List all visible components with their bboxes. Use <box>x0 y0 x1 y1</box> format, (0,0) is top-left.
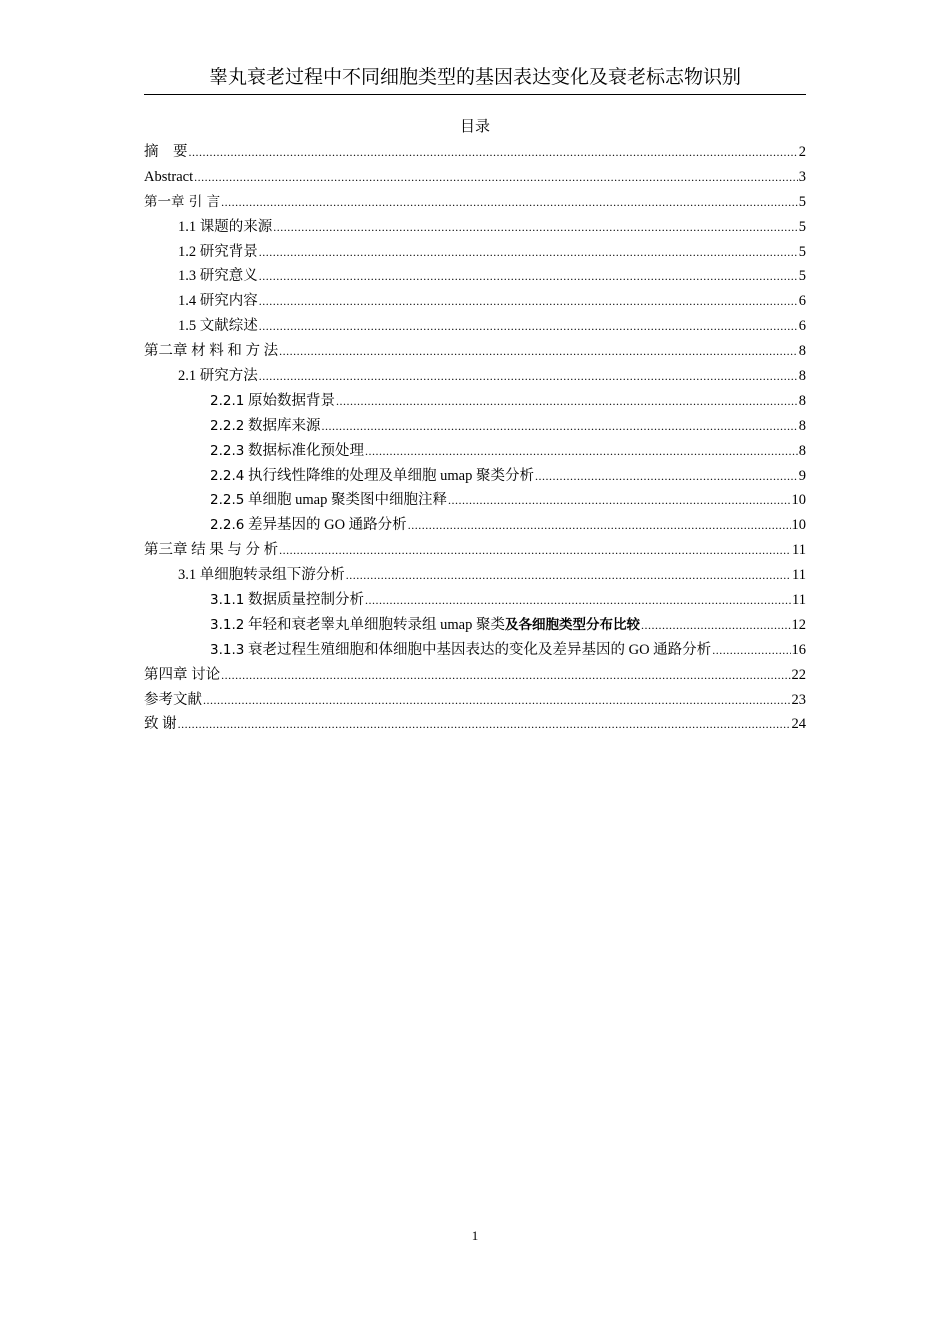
toc-entry-3-1-3[interactable] <box>144 638 806 663</box>
toc-page-number: 6 <box>798 318 806 335</box>
toc-entry-2-2-3[interactable] <box>144 439 806 464</box>
toc-entry-2-1[interactable] <box>144 364 806 389</box>
page-number: 1 <box>471 1228 479 1243</box>
toc-entry-text: 第四章 讨论 <box>144 666 221 683</box>
toc-entry-1-5[interactable] <box>144 314 806 339</box>
toc-leader-dots <box>194 165 798 190</box>
toc-entry-text: 1.3 研究意义 <box>178 268 258 285</box>
toc-entry-references[interactable] <box>144 688 806 713</box>
toc-entry-number: 3.1.2 <box>210 616 245 633</box>
toc-entry-abstract-cn[interactable] <box>144 140 806 165</box>
toc-leader-dots <box>259 264 798 289</box>
toc-entry-text: Abstract <box>144 168 194 185</box>
toc-entry-text <box>210 588 364 613</box>
toc-entry-3-1-2[interactable] <box>144 613 806 638</box>
toc-leader-dots <box>203 688 791 713</box>
toc-leader-dots <box>178 712 791 737</box>
toc-page-number: 16 <box>791 641 806 658</box>
toc-entry-chapter-2[interactable] <box>144 339 806 364</box>
toc-leader-dots <box>279 538 791 563</box>
toc-page-number: 8 <box>798 417 806 434</box>
toc-page-number: 11 <box>792 592 806 609</box>
toc-leader-dots <box>365 439 798 464</box>
toc-page-number: 8 <box>798 368 806 385</box>
table-of-contents <box>144 140 806 737</box>
toc-entry-label: 原始数据背景 <box>244 392 335 409</box>
toc-page-number: 8 <box>798 442 806 459</box>
toc-entry-label: 衰老过程生殖细胞和体细胞中基因表达的变化及差异基因的 GO 通路分析 <box>244 641 712 658</box>
toc-entry-label: 数据库来源 <box>244 417 321 434</box>
toc-entry-label: 执行线性降维的处理及单细胞 umap 聚类分析 <box>244 467 534 484</box>
toc-entry-number: 3.1.3 <box>210 641 245 658</box>
toc-leader-dots <box>448 488 791 513</box>
toc-leader-dots <box>336 389 798 414</box>
toc-entry-text <box>210 414 320 439</box>
toc-leader-dots <box>259 240 798 265</box>
toc-entry-text: 1.2 研究背景 <box>178 243 258 260</box>
toc-page-number: 10 <box>791 492 806 509</box>
toc-entry-text: 摘 要 <box>144 144 188 160</box>
toc-entry-text <box>210 389 335 414</box>
toc-entry-text: 第二章 材 料 和 方 法 <box>144 343 279 360</box>
toc-leader-dots <box>189 140 798 165</box>
toc-entry-label: 数据标准化预处理 <box>244 442 364 459</box>
toc-entry-1-3[interactable] <box>144 264 806 289</box>
toc-page-number: 24 <box>791 716 806 733</box>
toc-leader-dots <box>273 215 798 240</box>
toc-page-number: 22 <box>791 666 806 683</box>
toc-page-number: 23 <box>791 691 806 708</box>
toc-entry-abstract-en[interactable] <box>144 165 806 190</box>
toc-entry-1-2[interactable] <box>144 240 806 265</box>
toc-entry-label: 数据质量控制分析 <box>244 592 364 609</box>
toc-page-number: 10 <box>791 517 806 534</box>
toc-leader-dots <box>408 513 791 538</box>
toc-entry-number: 2.2.1 <box>210 392 245 409</box>
toc-entry-1-1[interactable] <box>144 215 806 240</box>
toc-leader-dots <box>259 289 798 314</box>
toc-entry-number: 2.2.5 <box>210 492 245 509</box>
toc-entry-label: 单细胞 umap 聚类图中细胞注释 <box>244 492 447 509</box>
toc-entry-text: 1.4 研究内容 <box>178 293 258 310</box>
toc-entry-number: 2.2.2 <box>210 417 245 434</box>
toc-entry-text <box>210 439 364 464</box>
toc-entry-text: 2.1 研究方法 <box>178 368 258 385</box>
toc-entry-2-2-2[interactable] <box>144 414 806 439</box>
toc-leader-dots <box>641 613 791 638</box>
toc-entry-number: 2.2.6 <box>210 517 245 534</box>
toc-page-number: 9 <box>798 467 806 484</box>
toc-entry-3-1-1[interactable] <box>144 588 806 613</box>
toc-leader-dots <box>259 364 798 389</box>
toc-entry-2-2-1[interactable] <box>144 389 806 414</box>
toc-entry-acknowledgements[interactable] <box>144 712 806 737</box>
toc-leader-dots <box>279 339 798 364</box>
toc-entry-text: 参考文献 <box>144 691 202 708</box>
running-header: 睾丸衰老过程中不同细胞类型的基因表达变化及衰老标志物识别 <box>208 67 741 88</box>
toc-entry-2-2-4[interactable] <box>144 464 806 489</box>
toc-entry-text: 1.5 文献综述 <box>178 318 258 335</box>
toc-entry-number: 2.2.3 <box>210 442 245 459</box>
toc-entry-text: 3.1 单细胞转录组下游分析 <box>178 567 345 584</box>
toc-page-number: 3 <box>798 168 806 185</box>
toc-entry-text <box>210 464 534 489</box>
toc-leader-dots <box>221 663 790 688</box>
toc-leader-dots <box>712 638 790 663</box>
toc-entry-chapter-1[interactable] <box>144 190 806 215</box>
toc-entry-text <box>210 488 447 513</box>
toc-leader-dots <box>346 563 791 588</box>
toc-page-number: 2 <box>798 144 806 160</box>
toc-entry-text: 第一章 引 言 <box>144 193 221 210</box>
toc-entry-text: 致 谢 <box>144 716 177 733</box>
toc-leader-dots <box>535 464 798 489</box>
toc-leader-dots <box>259 314 798 339</box>
toc-page-number: 5 <box>798 268 806 285</box>
toc-leader-dots <box>321 414 797 439</box>
toc-page-number: 12 <box>791 616 806 633</box>
toc-entry-chapter-3[interactable] <box>144 538 806 563</box>
toc-page-number: 5 <box>798 243 806 260</box>
toc-entry-label: 年轻和衰老睾丸单细胞转录组 umap 聚类 <box>244 616 505 633</box>
toc-entry-2-2-5[interactable] <box>144 488 806 513</box>
toc-entry-text <box>210 513 407 538</box>
toc-entry-text <box>210 613 640 638</box>
toc-entry-number: 2.2.4 <box>210 467 245 484</box>
toc-entry-chapter-4[interactable] <box>144 663 806 688</box>
toc-entry-label-tail: 及各细胞类型分布比较 <box>504 616 640 633</box>
toc-leader-dots <box>365 588 791 613</box>
toc-entry-text: 1.1 课题的来源 <box>178 218 273 235</box>
toc-entry-3-1[interactable] <box>144 563 806 588</box>
header-divider <box>144 94 806 95</box>
toc-page-number: 5 <box>798 193 806 210</box>
toc-page-number: 11 <box>792 542 806 559</box>
toc-page-number: 8 <box>798 392 806 409</box>
toc-page-number: 6 <box>798 293 806 310</box>
toc-page-number: 8 <box>798 343 806 360</box>
toc-entry-number: 3.1.1 <box>210 592 245 609</box>
toc-page-number: 5 <box>798 218 806 235</box>
toc-entry-text <box>210 638 711 663</box>
toc-page-number: 11 <box>792 567 806 584</box>
toc-entry-label: 差异基因的 GO 通路分析 <box>244 517 407 534</box>
toc-leader-dots <box>221 190 798 215</box>
toc-entry-1-4[interactable] <box>144 289 806 314</box>
toc-entry-2-2-6[interactable] <box>144 513 806 538</box>
toc-title: 目录 <box>459 119 490 135</box>
toc-entry-text: 第三章 结 果 与 分 析 <box>144 542 279 559</box>
